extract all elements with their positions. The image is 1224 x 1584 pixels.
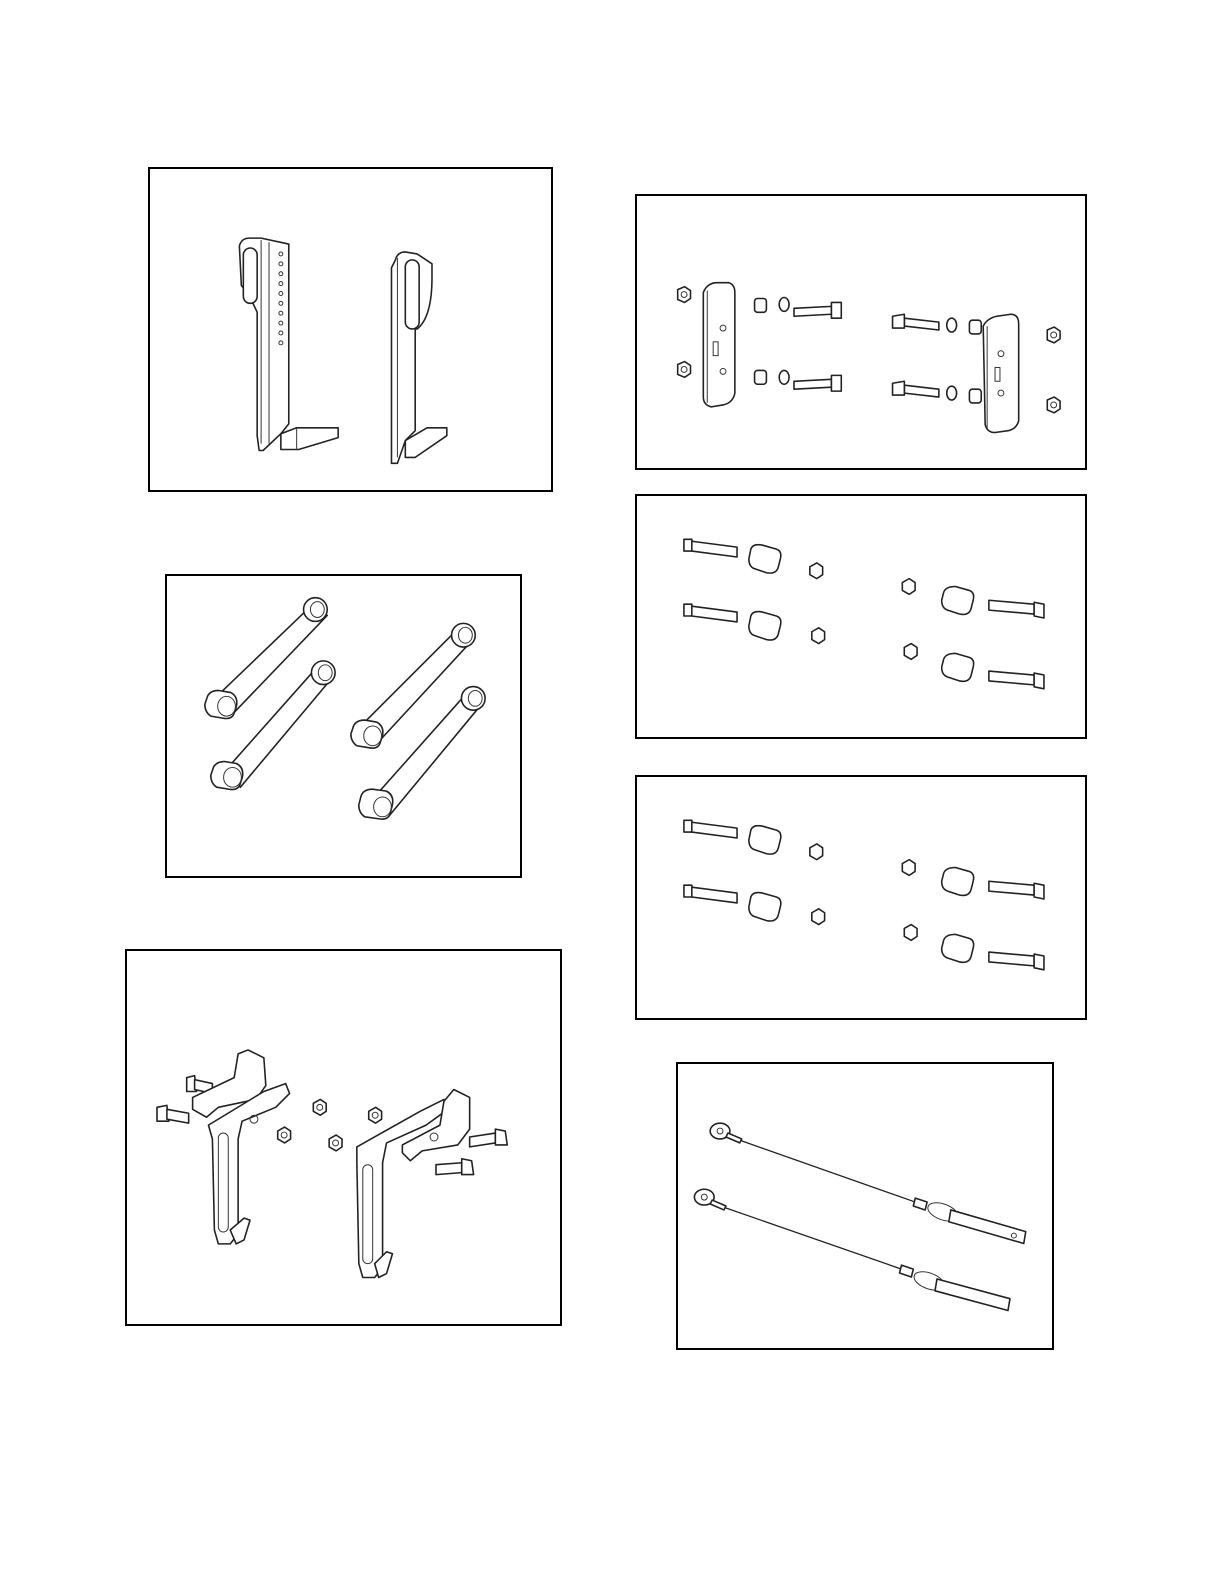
mounting-plate-icon bbox=[637, 196, 1085, 468]
panel-arm-brackets bbox=[125, 949, 562, 1326]
panel-plates-hardware bbox=[635, 194, 1087, 470]
safety-cable-icon bbox=[678, 1064, 1052, 1348]
arm-bracket-icon bbox=[127, 951, 560, 1324]
bolt-spacer-nut-icon bbox=[637, 777, 1085, 1018]
panel-safety-cables bbox=[676, 1062, 1054, 1350]
panel-brackets bbox=[148, 167, 553, 492]
nut-icon bbox=[678, 287, 691, 378]
spacer-link-icon bbox=[167, 576, 520, 876]
panel-bolt-spacer-set-2 bbox=[635, 775, 1087, 1020]
upright-bracket-icon bbox=[150, 169, 551, 490]
bolt-spacer-nut-icon bbox=[637, 496, 1085, 737]
panel-spacer-links bbox=[165, 574, 522, 878]
panel-bolt-spacer-set-1 bbox=[635, 494, 1087, 739]
